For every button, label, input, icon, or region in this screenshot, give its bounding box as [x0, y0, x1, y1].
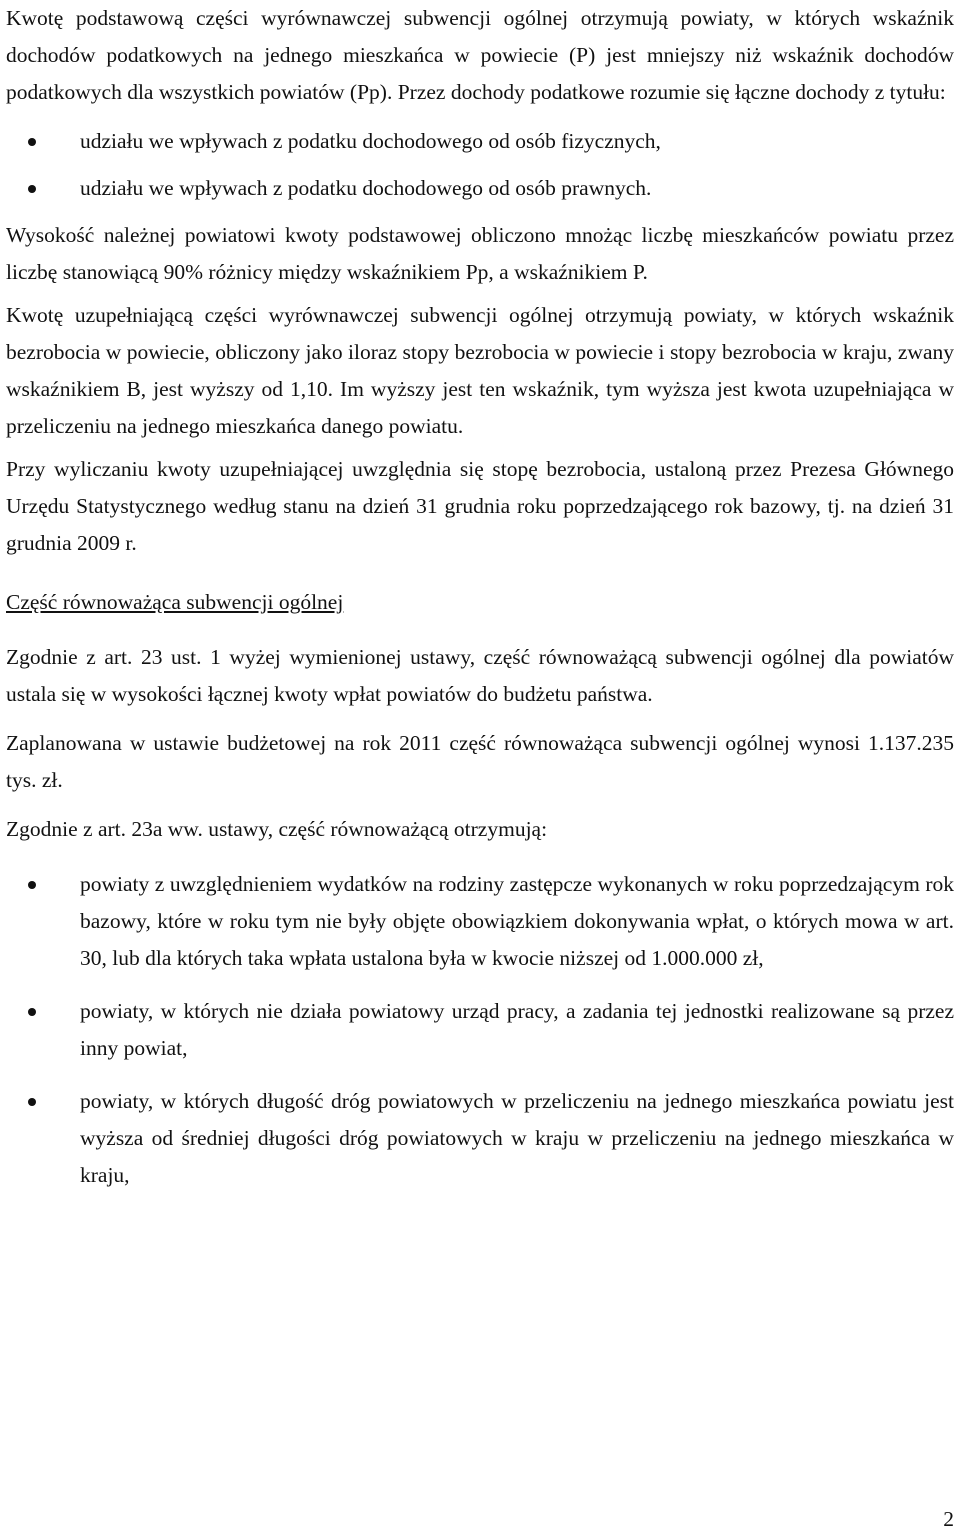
list-item-text: powiaty z uwzględnieniem wydatków na rodziny zastępcze wykonanych w roku poprzedzającym rok bazowy, które w roku tym nie były objęte obowiązkiem dokonywania wpłat, o których mowa w art. 30, lub dla których taka wpłata ustalona była w kwocie niższej od 1.000.000 zł,: [80, 872, 954, 970]
list-item-text: udziału we wpływach z podatku dochodowego od osób fizycznych,: [80, 129, 661, 153]
income-sources-list: [6, 123, 954, 207]
bullet-icon: [28, 881, 36, 889]
paragraph-article-23: Zgodnie z art. 23 ust. 1 wyżej wymienionej ustawy, część równoważącą subwencji ogólnej dla powiatów ustala się w wysokości łącznej kwoty wpłat powiatów do budżetu państwa.: [6, 645, 954, 706]
section-heading: Część równoważąca subwencji ogólnej: [6, 590, 344, 614]
paragraph-article-23a: Zgodnie z art. 23a ww. ustawy, część równoważącą otrzymują:: [6, 817, 548, 841]
paragraph-amount-calculation: Wysokość należnej powiatowi kwoty podstawowej obliczono mnożąc liczbę mieszkańców powiatu przez liczbę stanowiącą 90% różnicy między wskaźnikiem Pp, a wskaźnikiem P.: [6, 223, 954, 284]
list-item: [6, 123, 954, 160]
bullet-icon: [28, 185, 36, 193]
page-number: 2: [943, 1507, 954, 1531]
paragraph-unemployment-rate: Przy wyliczaniu kwoty uzupełniającej uwzględnia się stopę bezrobocia, ustaloną przez Prezesa Głównego Urzędu Statystycznego według stanu na dzień 31 grudnia roku poprzedzającego rok bazowy, tj. na dzień 31 grudnia 2009 r.: [6, 457, 954, 555]
bullet-icon: [28, 1098, 36, 1106]
list-item: [6, 170, 954, 207]
list-item: [6, 1083, 954, 1194]
list-item: [6, 993, 954, 1067]
bullet-icon: [28, 138, 36, 146]
paragraph-budget-plan: Zaplanowana w ustawie budżetowej na rok 2011 część równoważąca subwencji ogólnej wynosi 1.137.235 tys. zł.: [6, 731, 954, 792]
paragraph-supplementary-amount: Kwotę uzupełniającą części wyrównawczej subwencji ogólnej otrzymują powiaty, w których wskaźnik bezrobocia w powiecie, obliczony jako iloraz stopy bezrobocia w powiecie i stopy bezrobocia w kraju, zwany wskaźnikiem B, jest wyższy od 1,10. Im wyższy jest ten wskaźnik, tym wyższa jest kwota uzupełniająca w przeliczeniu na jednego mieszkańca danego powiatu.: [6, 303, 954, 438]
bullet-icon: [28, 1008, 36, 1016]
list-item: [6, 866, 954, 977]
list-item-text: powiaty, w których nie działa powiatowy urząd pracy, a zadania tej jednostki realizowane są przez inny powiat,: [80, 999, 954, 1060]
paragraph-basic-amount: Kwotę podstawową części wyrównawczej subwencji ogólnej otrzymują powiaty, w których wskaźnik dochodów podatkowych na jednego mieszkańca w powiecie (P) jest mniejszy niż wskaźnik dochodów podatkowych dla wszystkich powiatów (Pp). Przez dochody podatkowe rozumie się łączne dochody z tytułu:: [6, 6, 954, 104]
document-page: [6, 0, 954, 1210]
list-item-text: udziału we wpływach z podatku dochodowego od osób prawnych.: [80, 176, 652, 200]
list-item-text: powiaty, w których długość dróg powiatowych w przeliczeniu na jednego mieszkańca powiatu jest wyższa od średniej długości dróg powiatowych w kraju w przeliczeniu na jednego mieszkańca w kraju,: [80, 1089, 954, 1187]
recipients-list: [6, 866, 954, 1194]
